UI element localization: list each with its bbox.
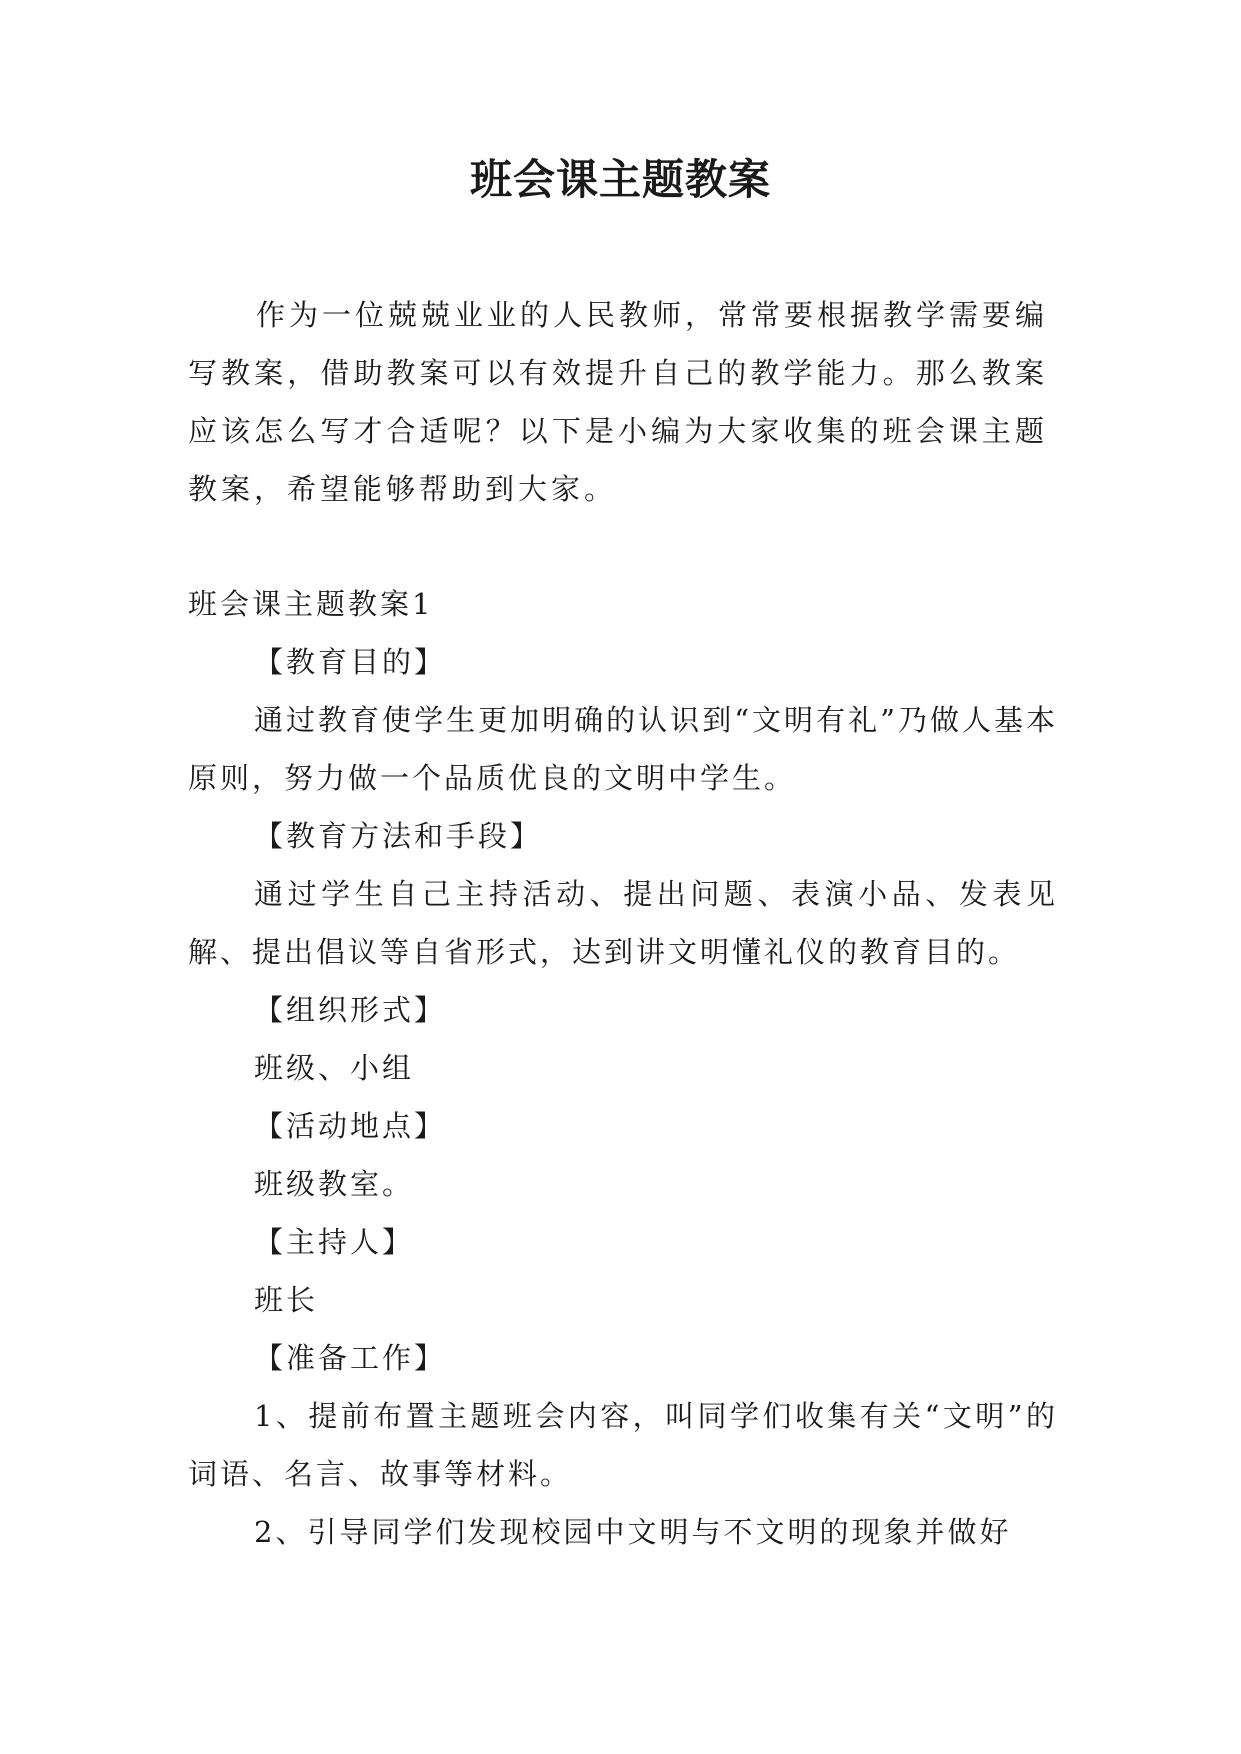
label-education-goal: 【教育目的】 [254, 645, 447, 679]
label-organization-form: 【组织形式】 [254, 993, 447, 1027]
paragraph-host: 班长 [254, 1283, 319, 1317]
label-host: 【主持人】 [254, 1225, 415, 1259]
paragraph-education-method: 通过学生自己主持活动、提出问题、表演小品、发表见解、提出倡议等自省形式，达到讲文明懂礼仪的教育目的。 [188, 877, 1058, 969]
document-title: 班会课主题教案 [469, 155, 771, 204]
label-activity-location: 【活动地点】 [254, 1109, 447, 1143]
intro-paragraph: 作为一位兢兢业业的人民教师，常常要根据教学需要编写教案，借助教案可以有效提升自己的教学能力。那么教案应该怎么写才合适呢？以下是小编为大家收集的班会课主题教案，希望能够帮助到大家。 [188, 298, 1049, 506]
label-education-method: 【教育方法和手段】 [254, 819, 543, 853]
document-body [188, 575, 1058, 1561]
label-preparation: 【准备工作】 [254, 1341, 447, 1375]
paragraph-activity-location: 班级教室。 [254, 1167, 415, 1201]
paragraph-organization-form: 班级、小组 [254, 1051, 415, 1085]
section-title: 班会课主题教案1 [188, 587, 434, 621]
paragraph-preparation-1: 1、提前布置主题班会内容，叫同学们收集有关“文明”的词语、名言、故事等材料。 [188, 1399, 1058, 1491]
paragraph-preparation-2: 2、引导同学们发现校园中文明与不文明的现象并做好 [254, 1515, 1012, 1549]
paragraph-education-goal: 通过教育使学生更加明确的认识到“文明有礼”乃做人基本原则，努力做一个品质优良的文明中学生。 [188, 703, 1058, 795]
